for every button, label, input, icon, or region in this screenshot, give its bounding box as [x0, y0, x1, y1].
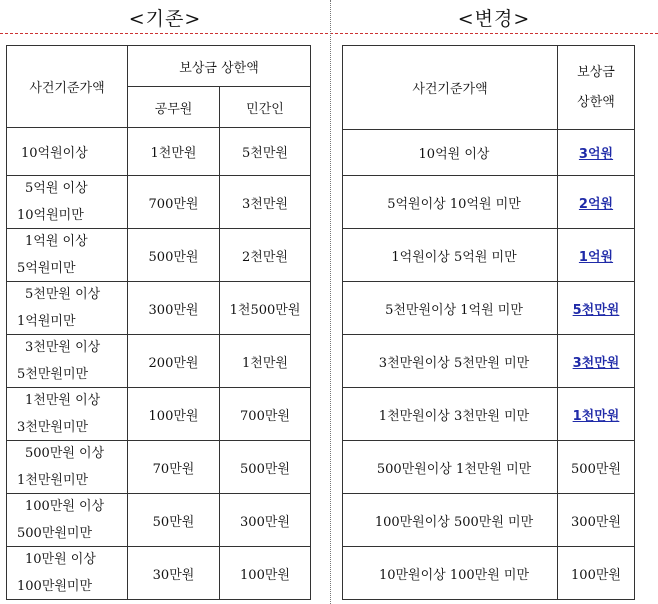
private-cap-cell: 1천500만원 [220, 282, 311, 335]
criterion-cell: 10억원 이상 [343, 130, 558, 176]
criterion-cell: 100만원이상 500만원 미만 [343, 494, 558, 547]
criterion-line1: 5천만원 이상 [25, 287, 101, 302]
public-cap-cell: 700만원 [128, 176, 220, 229]
criterion-line2: 1천만원미만 [17, 473, 89, 488]
criterion-line1: 10만원 이상 [25, 552, 96, 567]
public-cap-cell: 50만원 [128, 494, 220, 547]
table-row [343, 176, 635, 229]
table-row [7, 441, 311, 494]
header-reward-cap-line1: 보상금 [577, 64, 615, 80]
table-row [343, 130, 635, 176]
criterion-line1: 1천만원 이상 [25, 393, 101, 408]
table-row [7, 282, 311, 335]
private-cap-cell: 100만원 [220, 547, 311, 600]
cap-cell: 100만원 [558, 547, 635, 600]
private-cap-cell: 5천만원 [220, 128, 311, 176]
changed-cap-value: 3억원 [578, 147, 614, 162]
cap-cell [558, 130, 635, 176]
table-row [343, 282, 635, 335]
table-row [7, 128, 311, 176]
public-cap-cell: 200만원 [128, 335, 220, 388]
cap-cell: 300만원 [558, 494, 635, 547]
criterion-line1: 1억원 이상 [25, 234, 88, 249]
changed-cap-value: 3천만원 [572, 355, 620, 371]
criterion-line1: 500만원 이상 [25, 446, 105, 461]
criterion-cell [7, 176, 128, 229]
private-cap-cell: 1천만원 [220, 335, 311, 388]
criterion-line1: 3천만원 이상 [25, 340, 101, 355]
table-row [7, 229, 311, 282]
criterion-line2: 5억원미만 [17, 261, 76, 276]
header-reward-cap [558, 46, 635, 130]
private-cap-cell: 300만원 [220, 494, 311, 547]
changed-cap-value: 1천만원 [572, 408, 620, 424]
criterion-line2: 500만원미만 [17, 526, 93, 541]
criterion-line1: 100만원 이상 [25, 499, 105, 514]
table-row [343, 494, 635, 547]
criterion-cell [7, 494, 128, 547]
table-row [343, 229, 635, 282]
changed-cap-value: 2억원 [578, 196, 614, 212]
header-public-official: 공무원 [128, 87, 220, 128]
private-cap-cell: 2천만원 [220, 229, 311, 282]
title-underline-divider [0, 33, 658, 34]
table-row [343, 441, 635, 494]
public-cap-cell: 500만원 [128, 229, 220, 282]
cap-cell: 500만원 [558, 441, 635, 494]
cap-cell [558, 176, 635, 229]
criterion-line2: 10억원미만 [17, 208, 84, 223]
criterion-cell [7, 441, 128, 494]
header-reward-cap-line2: 상한액 [577, 94, 615, 110]
table-row [343, 335, 635, 388]
public-cap-cell: 1천만원 [128, 128, 220, 176]
criterion-cell: 5억원이상 10억원 미만 [343, 176, 558, 229]
cap-cell [558, 388, 635, 441]
cap-cell [558, 335, 635, 388]
left-table-title: <기존> [128, 8, 202, 30]
criterion-line2: 1억원미만 [17, 314, 76, 329]
criterion-cell: 10만원이상 100만원 미만 [343, 547, 558, 600]
criterion-cell [7, 388, 128, 441]
criterion-cell: 3천만원이상 5천만원 미만 [343, 335, 558, 388]
criterion-cell: 1억원이상 5억원 미만 [343, 229, 558, 282]
center-vertical-divider [330, 0, 331, 604]
changed-cap-value: 5천만원 [572, 302, 620, 318]
table-row [7, 176, 311, 229]
public-cap-cell: 30만원 [128, 547, 220, 600]
private-cap-cell: 3천만원 [220, 176, 311, 229]
header-reward-cap: 보상금 상한액 [128, 46, 311, 87]
public-cap-cell: 300만원 [128, 282, 220, 335]
table-row [7, 547, 311, 600]
criterion-cell [7, 547, 128, 600]
table-row [7, 335, 311, 388]
right-table-title: <변경> [457, 8, 531, 30]
private-cap-cell: 700만원 [220, 388, 311, 441]
table-row [7, 388, 311, 441]
criterion-cell: 1천만원이상 3천만원 미만 [343, 388, 558, 441]
existing-reward-table [6, 45, 311, 600]
header-criterion: 사건기준가액 [7, 46, 128, 128]
private-cap-cell: 500만원 [220, 441, 311, 494]
criterion-cell [7, 282, 128, 335]
table-row [343, 388, 635, 441]
table-row [343, 547, 635, 600]
changed-cap-value: 1억원 [578, 249, 614, 265]
criterion-line1: 5억원 이상 [25, 181, 88, 196]
criterion-line2: 3천만원미만 [17, 420, 89, 435]
table-row [7, 494, 311, 547]
criterion-cell [7, 335, 128, 388]
cap-cell [558, 282, 635, 335]
criterion-line2: 100만원미만 [17, 579, 93, 594]
header-criterion: 사건기준가액 [343, 46, 558, 130]
cap-cell [558, 229, 635, 282]
criterion-cell: 500만원이상 1천만원 미만 [343, 441, 558, 494]
header-private-person: 민간인 [220, 87, 311, 128]
criterion-cell: 10억원이상 [7, 128, 128, 176]
changed-reward-table [342, 45, 635, 600]
criterion-cell [7, 229, 128, 282]
public-cap-cell: 70만원 [128, 441, 220, 494]
public-cap-cell: 100만원 [128, 388, 220, 441]
criterion-cell: 5천만원이상 1억원 미만 [343, 282, 558, 335]
criterion-line2: 5천만원미만 [17, 367, 89, 382]
